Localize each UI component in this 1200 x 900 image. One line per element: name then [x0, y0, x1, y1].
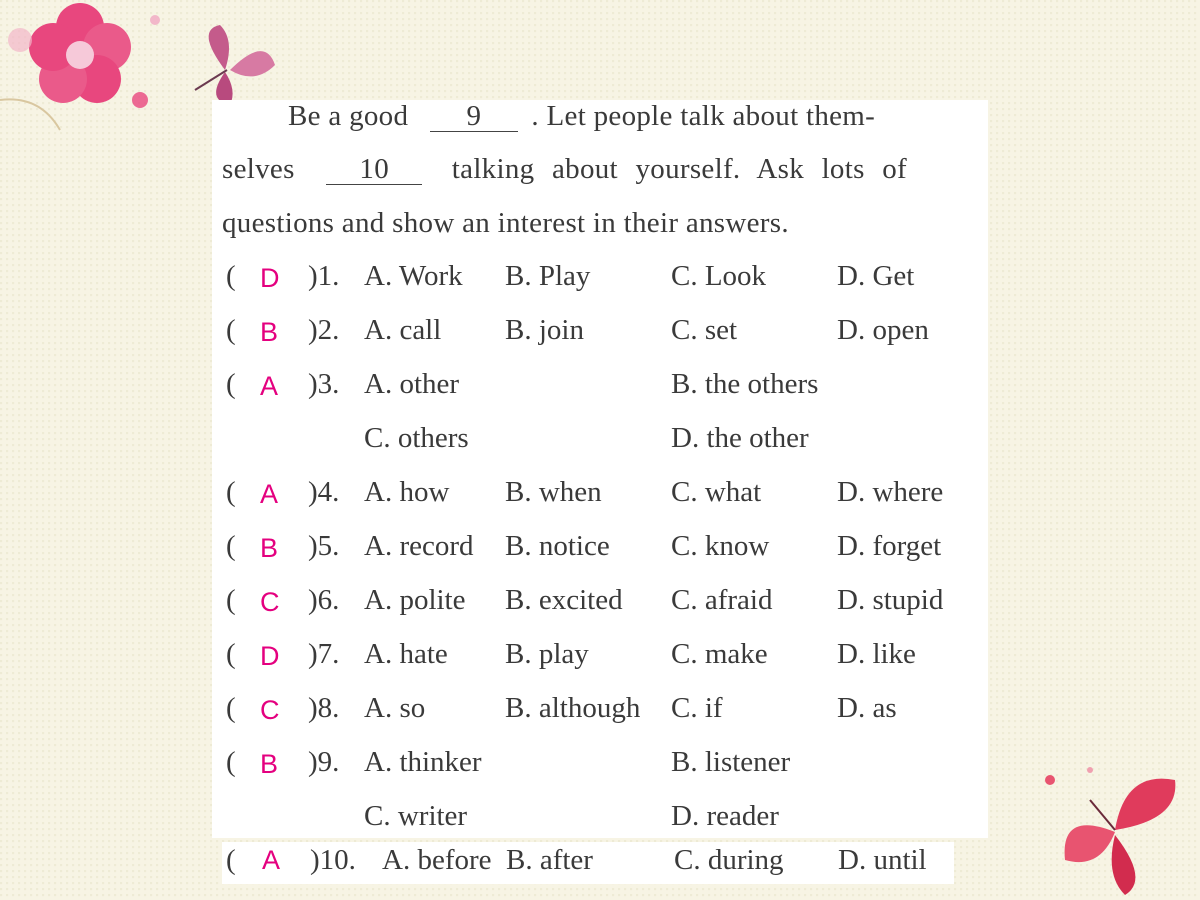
question-row: ( B )2. A. call B. join C. set D. open: [226, 314, 929, 347]
option-d: D. open: [837, 314, 929, 346]
butterfly-icon: [1030, 760, 1200, 900]
question-row: ( B )5. A. record B. notice C. know D. forget: [226, 530, 942, 563]
option-a: A. polite: [364, 584, 466, 616]
question-row: ( C )8. A. so B. although C. if D. as: [226, 692, 897, 725]
option-d: D. until: [838, 844, 927, 876]
option-c: C. afraid: [671, 584, 773, 616]
question-row: ( C )6. A. polite B. excited C. afraid D. stupid: [226, 584, 944, 617]
option-b: B. excited: [505, 584, 623, 616]
option-d: D. forget: [837, 530, 942, 562]
answer-mark: A: [260, 479, 279, 509]
answer-mark: B: [260, 749, 279, 779]
option-b: B. although: [505, 692, 641, 724]
question-row: ( A )4. A. how B. when C. what D. where: [226, 476, 944, 509]
answer-mark: A: [260, 371, 279, 401]
option-b: B. when: [505, 476, 602, 508]
option-a: A. how: [364, 476, 450, 508]
option-a: A. call: [364, 314, 442, 346]
option-c: C. Look: [671, 260, 767, 292]
answer-mark: D: [260, 263, 280, 293]
option-c: C. know: [671, 530, 770, 562]
option-d: D. like: [837, 638, 916, 670]
option-c: C. what: [671, 476, 762, 508]
option-c: C. if: [671, 692, 723, 724]
option-a: A. hate: [364, 638, 448, 670]
option-c: C. writer: [364, 800, 468, 832]
answer-mark: A: [262, 845, 281, 875]
option-a: A. record: [364, 530, 474, 562]
option-a: A. Work: [364, 260, 463, 292]
option-d: D. the other: [671, 422, 809, 454]
option-b: B. Play: [505, 260, 591, 292]
option-c: C. set: [671, 314, 738, 346]
option-c: C. during: [674, 844, 784, 876]
option-a: A. so: [364, 692, 426, 724]
question-row: ( B )9. A. thinker B. listener: [226, 746, 791, 779]
option-b: B. listener: [671, 746, 791, 778]
option-a: A. before: [382, 844, 492, 876]
option-d: D. where: [837, 476, 944, 508]
option-b: B. notice: [505, 530, 610, 562]
answer-mark: D: [260, 641, 280, 671]
passage-line-3: questions and show an interest in their answers.: [222, 207, 789, 239]
option-a: A. thinker: [364, 746, 482, 778]
answer-mark: C: [260, 695, 280, 725]
question-row: ( D )7. A. hate B. play C. make D. like: [226, 638, 916, 671]
option-b: B. join: [505, 314, 584, 346]
question-row-continued: [212, 800, 988, 838]
question-row: ( D )1. A. Work B. Play C. Look D. Get: [226, 260, 915, 293]
blank-10: 10: [326, 155, 422, 185]
question-row: ( A )3. A. other B. the others: [226, 368, 819, 401]
option-d: D. stupid: [837, 584, 944, 616]
answer-mark: C: [260, 587, 280, 617]
option-d: D. reader: [671, 800, 779, 832]
answer-mark: B: [260, 533, 279, 563]
worksheet: [212, 100, 988, 838]
blank-9: 9: [430, 102, 518, 132]
option-a: A. other: [364, 368, 460, 400]
option-b: B. play: [505, 638, 589, 670]
question-row-continued: [212, 422, 988, 476]
option-c: C. others: [364, 422, 469, 454]
option-b: B. the others: [671, 368, 819, 400]
answer-mark: B: [260, 317, 279, 347]
option-c: C. make: [671, 638, 768, 670]
question-row: ( A )10. A. before B. after C. during D. until: [222, 842, 954, 884]
option-b: B. after: [506, 844, 593, 876]
passage-line-2: selves 10 talking about yourself. Ask lots of: [222, 153, 907, 185]
butterfly-icon: [175, 20, 285, 110]
passage-line-1: Be a good 9 . Let people talk about them-: [288, 100, 876, 132]
option-d: D. Get: [837, 260, 915, 292]
option-d: D. as: [837, 692, 897, 724]
